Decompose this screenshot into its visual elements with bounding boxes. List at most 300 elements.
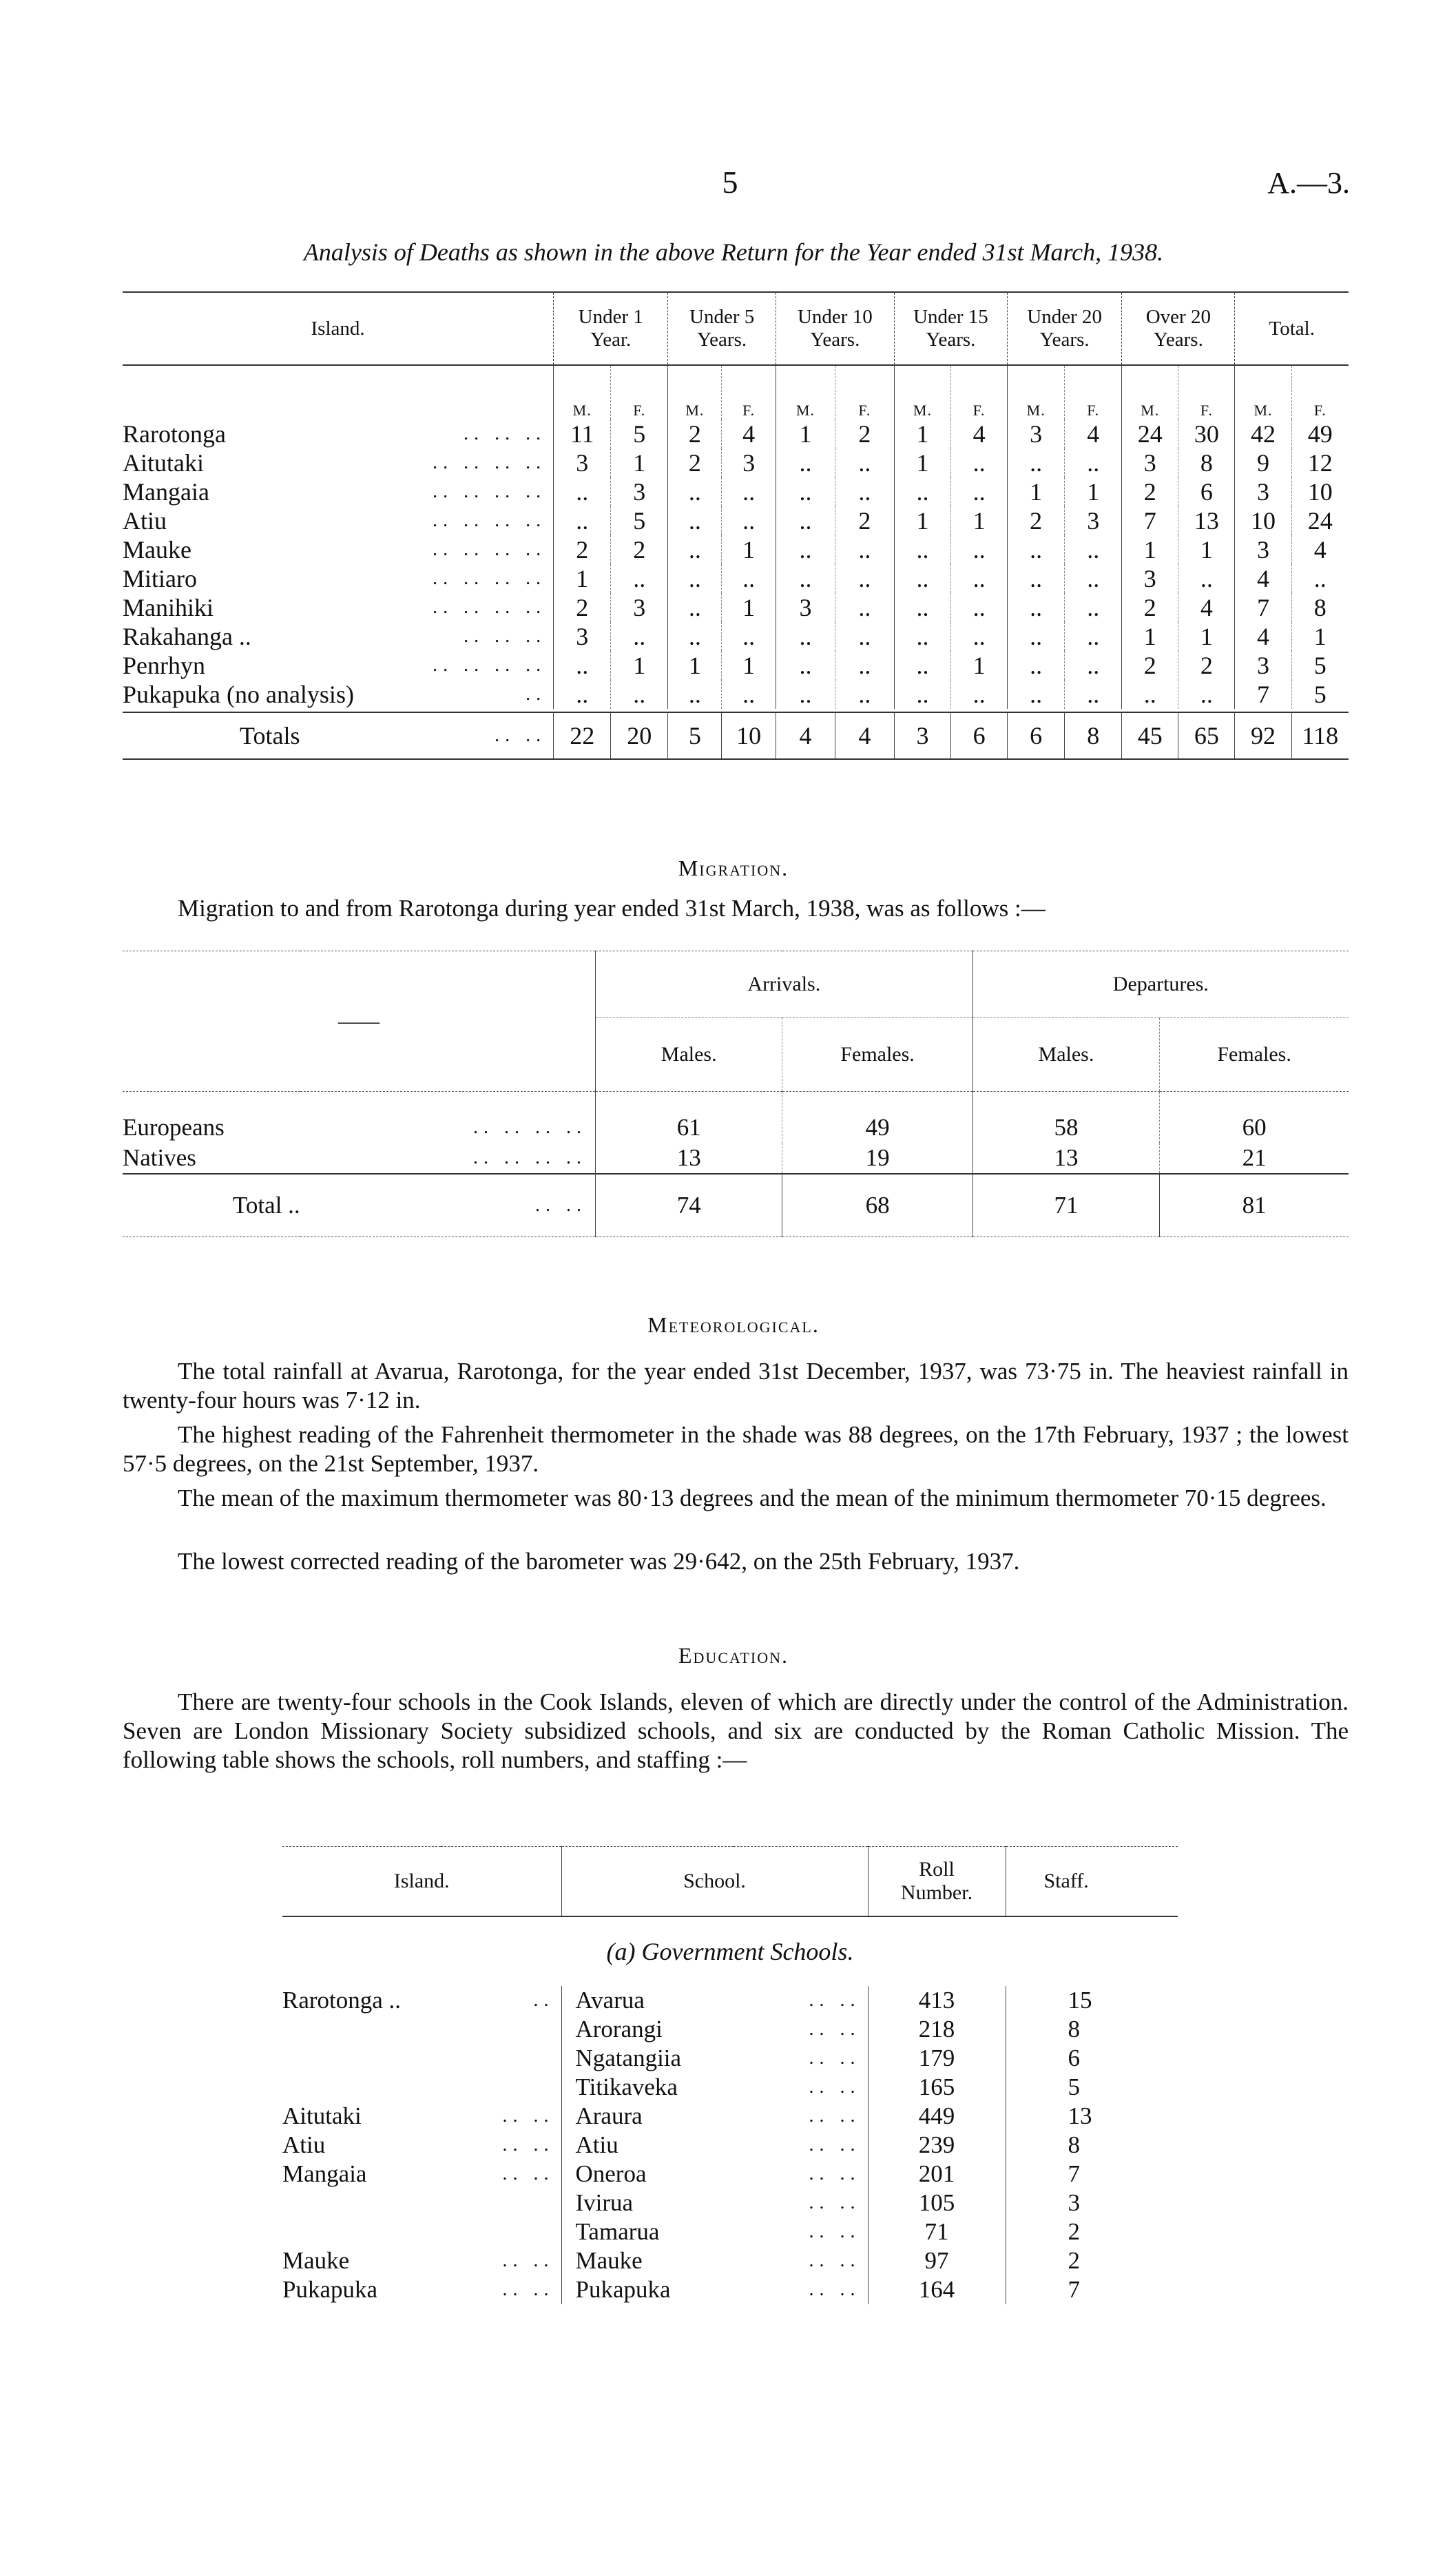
table-cell: 2 xyxy=(1122,651,1178,680)
table-cell: 81 xyxy=(1160,1174,1349,1237)
leader-dots: .. .. .. .. xyxy=(472,1117,587,1138)
government-schools-subheading-row xyxy=(282,1916,1178,1986)
table-cell: .. xyxy=(835,651,895,680)
table-cell: .. xyxy=(776,506,835,535)
leader-dots: .. .. xyxy=(502,2279,554,2300)
table-cell: .. xyxy=(554,506,611,535)
migration-table xyxy=(123,951,1349,1237)
leader-dots: .. .. .. .. xyxy=(433,654,547,676)
table-cell: .. xyxy=(1122,680,1178,709)
migration-total-row xyxy=(123,1174,1349,1237)
island-name: Rarotonga .. xyxy=(282,1987,402,2014)
table-cell: .. xyxy=(951,535,1008,564)
total-cell: 3 xyxy=(894,712,950,759)
female-label: F. xyxy=(1065,365,1122,420)
table-cell: .. xyxy=(1291,564,1349,593)
school-name: Araura xyxy=(561,2102,734,2131)
table-cell: .. xyxy=(776,448,835,477)
government-schools-subheading: (a) Government Schools. xyxy=(606,1938,854,1965)
staff-count: 15 xyxy=(1006,1986,1178,2015)
table-cell: 3 xyxy=(611,593,668,622)
roll-number: 449 xyxy=(868,2102,1006,2131)
leader-dots: .. .. xyxy=(502,2250,554,2271)
island-name xyxy=(282,2015,441,2044)
leader-dots: .. .. xyxy=(502,2134,554,2155)
table-cell: .. xyxy=(894,622,950,651)
total-cell: 6 xyxy=(1008,712,1065,759)
table-cell: .. xyxy=(668,622,722,651)
migration-row-europeans xyxy=(123,1092,1349,1144)
leader-dots: .. .. xyxy=(502,2105,554,2127)
table-cell: .. xyxy=(668,564,722,593)
row-label: Europeans xyxy=(123,1114,225,1141)
table-row xyxy=(123,420,1349,448)
blank-header: —— xyxy=(123,951,595,1092)
school-column-header: School. xyxy=(561,1847,868,1917)
table-cell: .. xyxy=(776,651,835,680)
table-cell: .. xyxy=(668,593,722,622)
roll-number: 97 xyxy=(868,2246,1006,2275)
leader-dots: .. .. xyxy=(809,2047,861,2069)
leader-dots: .. .. xyxy=(809,2018,861,2040)
island-name: Atiu xyxy=(282,2131,326,2158)
roll-number: 179 xyxy=(868,2044,1006,2073)
leader-dots: .. .. .. xyxy=(464,423,547,444)
leader-dots: .. .. .. .. xyxy=(433,452,547,473)
table-row xyxy=(123,477,1349,506)
table-cell: 10 xyxy=(1291,477,1349,506)
table-cell: .. xyxy=(1065,622,1122,651)
table-cell: .. xyxy=(951,622,1008,651)
age-group-header: Under 5 Years. xyxy=(668,292,776,365)
blank-cell xyxy=(123,365,554,420)
leader-dots: .. .. xyxy=(809,2250,861,2271)
roll-number: 218 xyxy=(868,2015,1006,2044)
table-cell: 2 xyxy=(668,420,722,448)
leader-dots: .. .. xyxy=(809,2221,861,2242)
table-cell: 49 xyxy=(1291,420,1349,448)
roll-number-column-header: Roll Number. xyxy=(868,1847,1006,1917)
island-name xyxy=(282,2073,441,2102)
table-cell: .. xyxy=(835,622,895,651)
age-group-header: Over 20 Years. xyxy=(1122,292,1235,365)
table-row xyxy=(282,2217,1178,2246)
table-cell: 1 xyxy=(1008,477,1065,506)
table-row xyxy=(282,2015,1178,2044)
education-paragraph: There are twenty-four schools in the Cook Islands, eleven of which are directly under the control of the Administration. Seven are London Missionary Society subsidized schools, and six are conducted by the Roman Catholic Mission. The following table shows the schools, roll numbers, and staffing :— xyxy=(123,1688,1349,1773)
school-name: Atiu xyxy=(561,2131,734,2160)
table-cell: .. xyxy=(1178,680,1235,709)
table-cell: 71 xyxy=(973,1174,1160,1237)
table-cell: 2 xyxy=(611,535,668,564)
table-cell: .. xyxy=(1008,651,1065,680)
page-number: 5 xyxy=(722,165,738,200)
table-cell: .. xyxy=(835,593,895,622)
total-cell: 8 xyxy=(1065,712,1122,759)
staff-count: 5 xyxy=(1006,2073,1178,2102)
roll-number: 71 xyxy=(868,2217,1006,2246)
leader-dots: .. .. .. .. xyxy=(433,597,547,618)
male-label: M. xyxy=(776,365,835,420)
table-cell: 68 xyxy=(782,1174,973,1237)
table-cell: 21 xyxy=(1160,1143,1349,1174)
leader-dots: .. .. .. .. xyxy=(433,568,547,589)
leader-dots xyxy=(441,2189,561,2217)
age-group-header: Under 20 Years. xyxy=(1008,292,1122,365)
table-cell: .. xyxy=(668,535,722,564)
leader-dots: .. .. xyxy=(502,2163,554,2184)
total-cell: 118 xyxy=(1291,712,1349,759)
table-cell: .. xyxy=(611,680,668,709)
table-cell: .. xyxy=(668,506,722,535)
table-cell: .. xyxy=(835,448,895,477)
table-cell: 3 xyxy=(1008,420,1065,448)
school-name: Arorangi xyxy=(561,2015,734,2044)
table-cell: 3 xyxy=(1122,564,1178,593)
table-row xyxy=(282,1986,1178,2015)
meteorological-paragraph: The mean of the maximum thermometer was 80·13 degrees and the mean of the minimum thermometer 70·15 degrees. xyxy=(178,1485,1327,1511)
staff-count: 13 xyxy=(1006,2102,1178,2131)
total-cell: 4 xyxy=(776,712,835,759)
table-cell: 2 xyxy=(1122,593,1178,622)
table-cell: 2 xyxy=(668,448,722,477)
table-cell: 5 xyxy=(611,506,668,535)
leader-dots: .. .. .. xyxy=(464,625,547,647)
female-label: F. xyxy=(951,365,1008,420)
total-cell: 10 xyxy=(722,712,776,759)
table-cell: .. xyxy=(722,680,776,709)
table-cell: .. xyxy=(611,622,668,651)
sex-label-row xyxy=(123,365,1349,420)
male-label: M. xyxy=(1235,365,1291,420)
table-cell: 74 xyxy=(595,1174,782,1237)
table-cell: .. xyxy=(835,564,895,593)
table-cell: 12 xyxy=(1291,448,1349,477)
table-cell: 24 xyxy=(1291,506,1349,535)
table-cell: 5 xyxy=(1291,651,1349,680)
island-name: Atiu xyxy=(123,507,167,535)
island-name xyxy=(282,2189,441,2217)
table-cell: .. xyxy=(722,622,776,651)
table-cell: .. xyxy=(776,680,835,709)
migration-heading: Migration. xyxy=(678,856,789,880)
table-cell: .. xyxy=(722,564,776,593)
table-cell: 1 xyxy=(1122,535,1178,564)
table-cell: .. xyxy=(668,477,722,506)
staff-count: 3 xyxy=(1006,2189,1178,2217)
table-cell: 4 xyxy=(1291,535,1349,564)
leader-dots: .. .. xyxy=(809,1989,861,2011)
table-cell: 1 xyxy=(1291,622,1349,651)
table-cell: .. xyxy=(1008,535,1065,564)
total-cell: 20 xyxy=(611,712,668,759)
female-label: F. xyxy=(1178,365,1235,420)
leader-dots: .. .. .. .. xyxy=(433,510,547,531)
table-cell: .. xyxy=(894,564,950,593)
male-label: M. xyxy=(894,365,950,420)
leader-dots xyxy=(441,2217,561,2246)
island-name xyxy=(282,2044,441,2073)
table-cell: 4 xyxy=(722,420,776,448)
table-cell: .. xyxy=(776,622,835,651)
leader-dots: .. .. xyxy=(354,712,554,759)
leader-dots: .. .. xyxy=(809,2134,861,2155)
total-cell: 22 xyxy=(554,712,611,759)
meteorological-paragraph: The total rainfall at Avarua, Rarotonga, for the year ended 31st December, 1937, was 73·75 in. The heaviest rainfall in twenty-four hours was 7·12 in. xyxy=(123,1358,1349,1414)
table-row xyxy=(123,651,1349,680)
table-cell: .. xyxy=(894,680,950,709)
table-row xyxy=(282,2275,1178,2304)
table-cell: 2 xyxy=(835,506,895,535)
school-name: Titikaveka xyxy=(561,2073,734,2102)
table-cell: .. xyxy=(668,680,722,709)
document-reference: A.—3. xyxy=(1267,166,1350,200)
island-name: Rarotonga xyxy=(123,420,226,448)
island-name: Aitutaki xyxy=(282,2102,362,2129)
leader-dots: .. .. xyxy=(809,2105,861,2127)
table-cell: .. xyxy=(611,564,668,593)
deaths-table-caption: Analysis of Deaths as shown in the above Return for the Year ended 31st March, 1938. xyxy=(303,238,1164,266)
table-cell: .. xyxy=(1008,564,1065,593)
table-cell: .. xyxy=(894,593,950,622)
table-cell: .. xyxy=(554,477,611,506)
migration-row-natives xyxy=(123,1143,1349,1174)
island-name: Mangaia xyxy=(282,2160,367,2187)
staff-count: 6 xyxy=(1006,2044,1178,2073)
table-cell: .. xyxy=(1065,535,1122,564)
table-cell: .. xyxy=(554,680,611,709)
table-cell: 2 xyxy=(1178,651,1235,680)
table-cell: 13 xyxy=(1178,506,1235,535)
table-cell: .. xyxy=(1008,448,1065,477)
roll-number: 201 xyxy=(868,2160,1006,2189)
schools-table-body xyxy=(282,1916,1178,2304)
table-cell: .. xyxy=(776,564,835,593)
leader-dots: .. .. xyxy=(809,2076,861,2098)
table-cell: 1 xyxy=(1178,535,1235,564)
departures-header: Departures. xyxy=(973,951,1349,1018)
roll-number: 165 xyxy=(868,2073,1006,2102)
table-row xyxy=(282,2073,1178,2102)
table-cell: .. xyxy=(835,680,895,709)
school-name: Mauke xyxy=(561,2246,734,2275)
table-cell: 3 xyxy=(1122,448,1178,477)
table-cell: 1 xyxy=(611,651,668,680)
table-cell: .. xyxy=(1065,448,1122,477)
table-row xyxy=(282,2044,1178,2073)
table-cell: .. xyxy=(1065,564,1122,593)
table-cell: .. xyxy=(894,477,950,506)
table-cell: 13 xyxy=(973,1143,1160,1174)
leader-dots: .. xyxy=(526,683,547,705)
age-group-header: Under 1 Year. xyxy=(554,292,668,365)
table-cell: 49 xyxy=(782,1092,973,1144)
table-row xyxy=(282,2131,1178,2160)
leader-dots xyxy=(441,2015,561,2044)
island-name: Manihiki xyxy=(123,594,214,621)
female-label: F. xyxy=(835,365,895,420)
male-label: M. xyxy=(668,365,722,420)
meteorological-heading: Meteorological. xyxy=(647,1312,820,1337)
row-label: Natives xyxy=(123,1144,196,1171)
leader-dots: .. .. xyxy=(809,2279,861,2300)
total-cell: 6 xyxy=(951,712,1008,759)
male-label: M. xyxy=(1008,365,1065,420)
table-cell: 1 xyxy=(894,448,950,477)
departures-females-header: Females. xyxy=(1160,1018,1349,1092)
table-cell: 1 xyxy=(722,535,776,564)
staff-count: 2 xyxy=(1006,2217,1178,2246)
leader-dots: .. .. xyxy=(809,2163,861,2184)
table-cell: 24 xyxy=(1122,420,1178,448)
table-cell: 3 xyxy=(1235,535,1291,564)
table-cell: .. xyxy=(951,477,1008,506)
arrivals-females-header: Females. xyxy=(782,1018,973,1092)
table-cell: 7 xyxy=(1235,680,1291,709)
migration-intro: Migration to and from Rarotonga during year ended 31st March, 1938, was as follows :— xyxy=(178,895,1046,922)
table-cell: 1 xyxy=(951,506,1008,535)
table-cell: 10 xyxy=(1235,506,1291,535)
island-name xyxy=(282,2217,441,2246)
table-cell: 3 xyxy=(554,448,611,477)
table-row xyxy=(123,564,1349,593)
total-cell: 92 xyxy=(1235,712,1291,759)
island-name: Mitiaro xyxy=(123,565,197,592)
staff-count: 2 xyxy=(1006,2246,1178,2275)
table-cell: .. xyxy=(1065,680,1122,709)
table-cell: .. xyxy=(894,535,950,564)
table-cell: 1 xyxy=(722,593,776,622)
table-cell: 42 xyxy=(1235,420,1291,448)
table-row xyxy=(123,593,1349,622)
table-row xyxy=(282,2102,1178,2131)
table-cell: 5 xyxy=(611,420,668,448)
table-cell: .. xyxy=(722,477,776,506)
island-name: Pukapuka xyxy=(282,2276,378,2303)
school-name: Oneroa xyxy=(561,2160,734,2189)
table-cell: .. xyxy=(894,651,950,680)
leader-dots: .. .. .. .. xyxy=(433,539,547,560)
table-cell: .. xyxy=(1178,564,1235,593)
leader-dots: .. .. .. .. xyxy=(472,1147,587,1168)
total-cell: 5 xyxy=(668,712,722,759)
table-cell: 9 xyxy=(1235,448,1291,477)
total-cell: 4 xyxy=(835,712,895,759)
island-name: Rakahanga .. xyxy=(123,623,251,650)
totals-row xyxy=(123,712,1349,759)
school-name: Pukapuka xyxy=(561,2275,734,2304)
schools-table xyxy=(282,1846,1178,2304)
table-cell: 4 xyxy=(1235,622,1291,651)
table-cell: 2 xyxy=(835,420,895,448)
table-cell: 2 xyxy=(554,535,611,564)
table-row xyxy=(282,2160,1178,2189)
deaths-table-body xyxy=(123,365,1349,759)
meteorological-paragraph: The highest reading of the Fahrenheit thermometer in the shade was 88 degrees, on the 17th February, 1937 ; the lowest 57·5 degrees, on the 21st September, 1937. xyxy=(123,1421,1349,1477)
table-cell: 1 xyxy=(776,420,835,448)
table-cell: .. xyxy=(722,506,776,535)
female-label: F. xyxy=(1291,365,1349,420)
table-cell: .. xyxy=(951,593,1008,622)
table-cell: 8 xyxy=(1178,448,1235,477)
island-name: Mauke xyxy=(123,536,191,563)
table-cell: 1 xyxy=(554,564,611,593)
deaths-header-row xyxy=(123,292,1349,365)
school-name: Tamarua xyxy=(561,2217,734,2246)
table-cell: .. xyxy=(1008,622,1065,651)
total-cell: 45 xyxy=(1122,712,1178,759)
school-name: Avarua xyxy=(561,1986,734,2015)
leader-dots xyxy=(441,2073,561,2102)
table-cell: 2 xyxy=(554,593,611,622)
table-cell: 1 xyxy=(894,420,950,448)
table-row xyxy=(123,680,1349,709)
leader-dots xyxy=(441,2044,561,2073)
table-row xyxy=(282,2246,1178,2275)
female-label: F. xyxy=(611,365,668,420)
female-label: F. xyxy=(722,365,776,420)
table-cell: 4 xyxy=(1178,593,1235,622)
table-row xyxy=(123,622,1349,651)
staff-column-header: Staff. xyxy=(1006,1847,1178,1917)
male-label: M. xyxy=(1122,365,1178,420)
table-cell: 3 xyxy=(1235,651,1291,680)
deaths-analysis-table xyxy=(123,291,1349,760)
total-column-header: Total. xyxy=(1235,292,1349,365)
table-cell: 60 xyxy=(1160,1092,1349,1144)
totals-label: Totals xyxy=(123,712,354,759)
table-cell: 1 xyxy=(1122,622,1178,651)
island-name: Pukapuka (no analysis) xyxy=(123,681,354,708)
roll-number: 413 xyxy=(868,1986,1006,2015)
table-cell: 7 xyxy=(1122,506,1178,535)
table-cell: 4 xyxy=(951,420,1008,448)
table-cell: .. xyxy=(951,564,1008,593)
table-cell: 2 xyxy=(1122,477,1178,506)
table-cell: 1 xyxy=(611,448,668,477)
table-cell: 19 xyxy=(782,1143,973,1174)
school-name: Ngatangiia xyxy=(561,2044,734,2073)
table-cell: .. xyxy=(835,535,895,564)
island-name: Penrhyn xyxy=(123,652,205,679)
table-cell: .. xyxy=(776,477,835,506)
table-cell: 2 xyxy=(1008,506,1065,535)
table-row xyxy=(123,535,1349,564)
table-cell: 3 xyxy=(776,593,835,622)
staff-count: 8 xyxy=(1006,2015,1178,2044)
staff-count: 7 xyxy=(1006,2275,1178,2304)
island-column-header: Island. xyxy=(282,1847,561,1917)
table-cell: 3 xyxy=(611,477,668,506)
table-cell: .. xyxy=(835,477,895,506)
total-cell: 65 xyxy=(1178,712,1235,759)
table-cell: 8 xyxy=(1291,593,1349,622)
departures-males-header: Males. xyxy=(973,1018,1160,1092)
leader-dots: .. xyxy=(533,1989,554,2011)
total-label: Total .. xyxy=(123,1174,300,1237)
leader-dots: .. .. xyxy=(809,2192,861,2213)
table-row xyxy=(282,2189,1178,2217)
table-cell: 1 xyxy=(722,651,776,680)
male-label: M. xyxy=(554,365,611,420)
table-cell: .. xyxy=(1008,680,1065,709)
roll-number: 164 xyxy=(868,2275,1006,2304)
arrivals-header: Arrivals. xyxy=(595,951,973,1018)
table-cell: 1 xyxy=(894,506,950,535)
table-cell: 3 xyxy=(722,448,776,477)
island-name: Aitutaki xyxy=(123,449,204,477)
table-cell: 6 xyxy=(1178,477,1235,506)
